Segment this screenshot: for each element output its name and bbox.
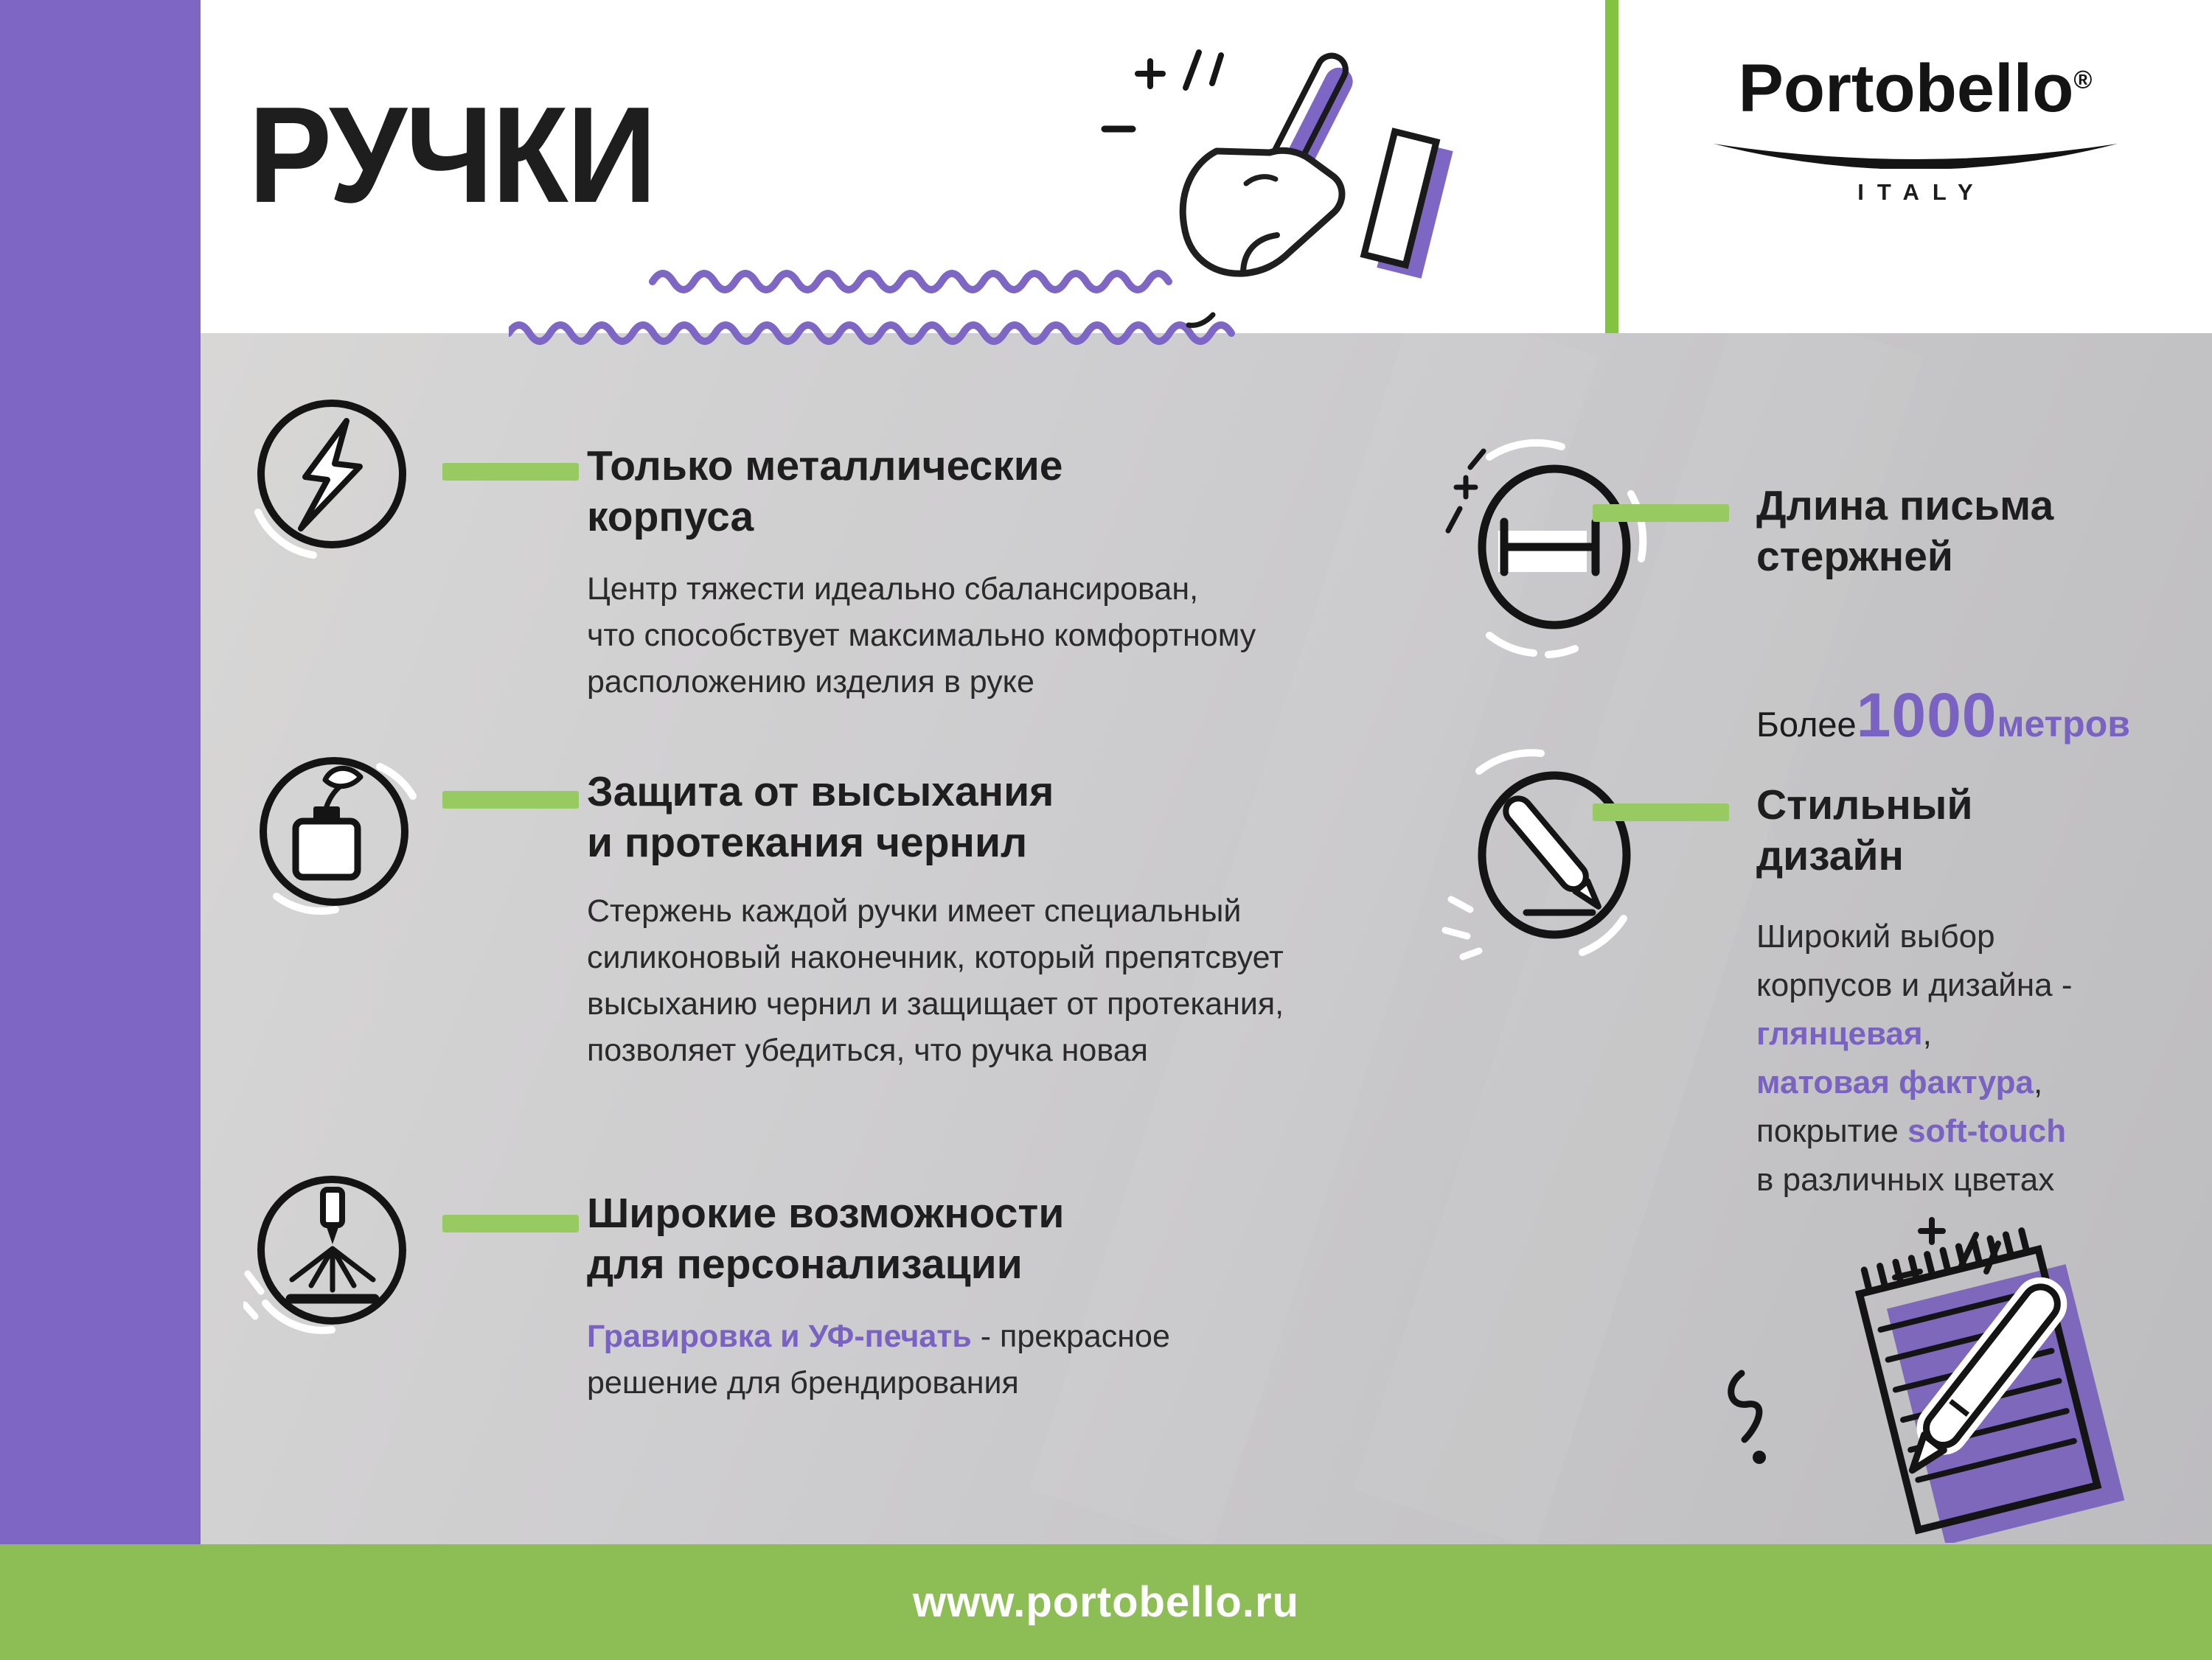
feature-title-line: Стильный xyxy=(1756,781,1973,829)
desc-line xyxy=(1756,1107,2073,1156)
ink-protection-icon xyxy=(247,744,424,921)
brand-logo xyxy=(1618,52,2212,282)
desc-line xyxy=(587,1314,1170,1360)
desc-text: , xyxy=(1922,1016,1932,1052)
plus-sparkle-icon xyxy=(1921,1220,1943,1242)
highlight-text: Гравировка и УФ-печать xyxy=(587,1319,972,1354)
desc-line: Стержень каждой ручки имеет специальный xyxy=(587,893,1242,929)
desc-line: Широкий выбор xyxy=(1756,918,1995,955)
desc-line xyxy=(1756,1010,2073,1059)
stylish-design-icon xyxy=(1438,744,1659,973)
notepad-pen-illustration xyxy=(1711,1198,2197,1543)
desc-line: решение для брендирования xyxy=(587,1365,1019,1401)
value-prefix: Более xyxy=(1756,705,1857,744)
feature-title xyxy=(587,441,1063,543)
green-dash xyxy=(1593,504,1729,522)
green-dash xyxy=(442,791,579,809)
desc-text: , xyxy=(2034,1064,2043,1101)
green-dash xyxy=(442,1215,579,1232)
logo-swoosh xyxy=(1709,128,2122,169)
registered-mark: ® xyxy=(2073,66,2093,94)
brand-name xyxy=(1618,52,2212,126)
footer-bar xyxy=(0,1544,2212,1660)
green-divider xyxy=(1605,0,1618,333)
feature-title-line: Широкие возможности xyxy=(587,1190,1065,1237)
feature-description xyxy=(1756,913,2073,1204)
feature-title-line: Защита от высыхания xyxy=(587,768,1054,815)
brand-name-text: Portobello xyxy=(1738,51,2074,126)
desc-text: покрытие xyxy=(1756,1113,1908,1149)
hand-writing-illustration xyxy=(1062,26,1489,335)
feature-title xyxy=(587,1188,1064,1290)
feature-title-line: и протекания чернил xyxy=(587,819,1028,866)
hand-outline xyxy=(1183,150,1342,273)
feature-title-line: корпуса xyxy=(587,493,754,540)
desc-line xyxy=(1756,1059,2073,1107)
desc-line: силиконовый наконечник, который препятсвует xyxy=(587,940,1284,975)
highlight-text: soft-touch xyxy=(1907,1113,2067,1149)
desc-line: расположению изделия в руке xyxy=(587,664,1034,700)
feature-title-line: стержней xyxy=(1756,533,1953,580)
desc-line: позволяет убедиться, что ручка новая xyxy=(587,1033,1148,1068)
feature-title xyxy=(1756,481,2053,582)
refill-length-value xyxy=(1756,680,2130,751)
feature-description xyxy=(587,888,1284,1074)
desc-text: - прекрасное xyxy=(971,1319,1170,1354)
desc-line: Центр тяжести идеально сбалансирован, xyxy=(587,571,1199,607)
feature-title xyxy=(587,767,1054,868)
plus-sparkle-icon xyxy=(1138,61,1163,86)
feature-title-line: Только металлические xyxy=(587,442,1063,489)
footer-url[interactable]: www.portobello.ru xyxy=(913,1578,1299,1626)
highlight-text: глянцевая xyxy=(1756,1016,1923,1052)
desc-line: высыханию чернил и защищает от протекания, xyxy=(587,986,1284,1022)
feature-title xyxy=(1756,780,1973,882)
value-unit: метров xyxy=(1997,703,2130,744)
desc-line: в различных цветах xyxy=(1756,1162,2055,1198)
brand-country: ITALY xyxy=(1857,179,1986,206)
laser-engraving-icon xyxy=(243,1163,420,1340)
green-dash xyxy=(1593,803,1729,821)
purple-side-bar xyxy=(0,0,201,1544)
feature-title-line: Длина письма xyxy=(1756,482,2054,529)
refill-length-icon xyxy=(1438,435,1659,663)
value-number: 1000 xyxy=(1856,680,1997,750)
feature-description xyxy=(587,1314,1170,1406)
metal-body-icon xyxy=(243,387,420,564)
highlight-text: матовая фактура xyxy=(1756,1064,2034,1101)
green-dash xyxy=(442,463,579,481)
feature-title-line: дизайн xyxy=(1756,832,1904,879)
feature-title-line: для персонализации xyxy=(587,1241,1023,1288)
desc-line: что способствует максимально комфортному xyxy=(587,618,1256,653)
page-title: РУЧКИ xyxy=(248,79,655,232)
desc-line: корпусов и дизайна - xyxy=(1756,967,2073,1003)
feature-description xyxy=(587,566,1256,705)
